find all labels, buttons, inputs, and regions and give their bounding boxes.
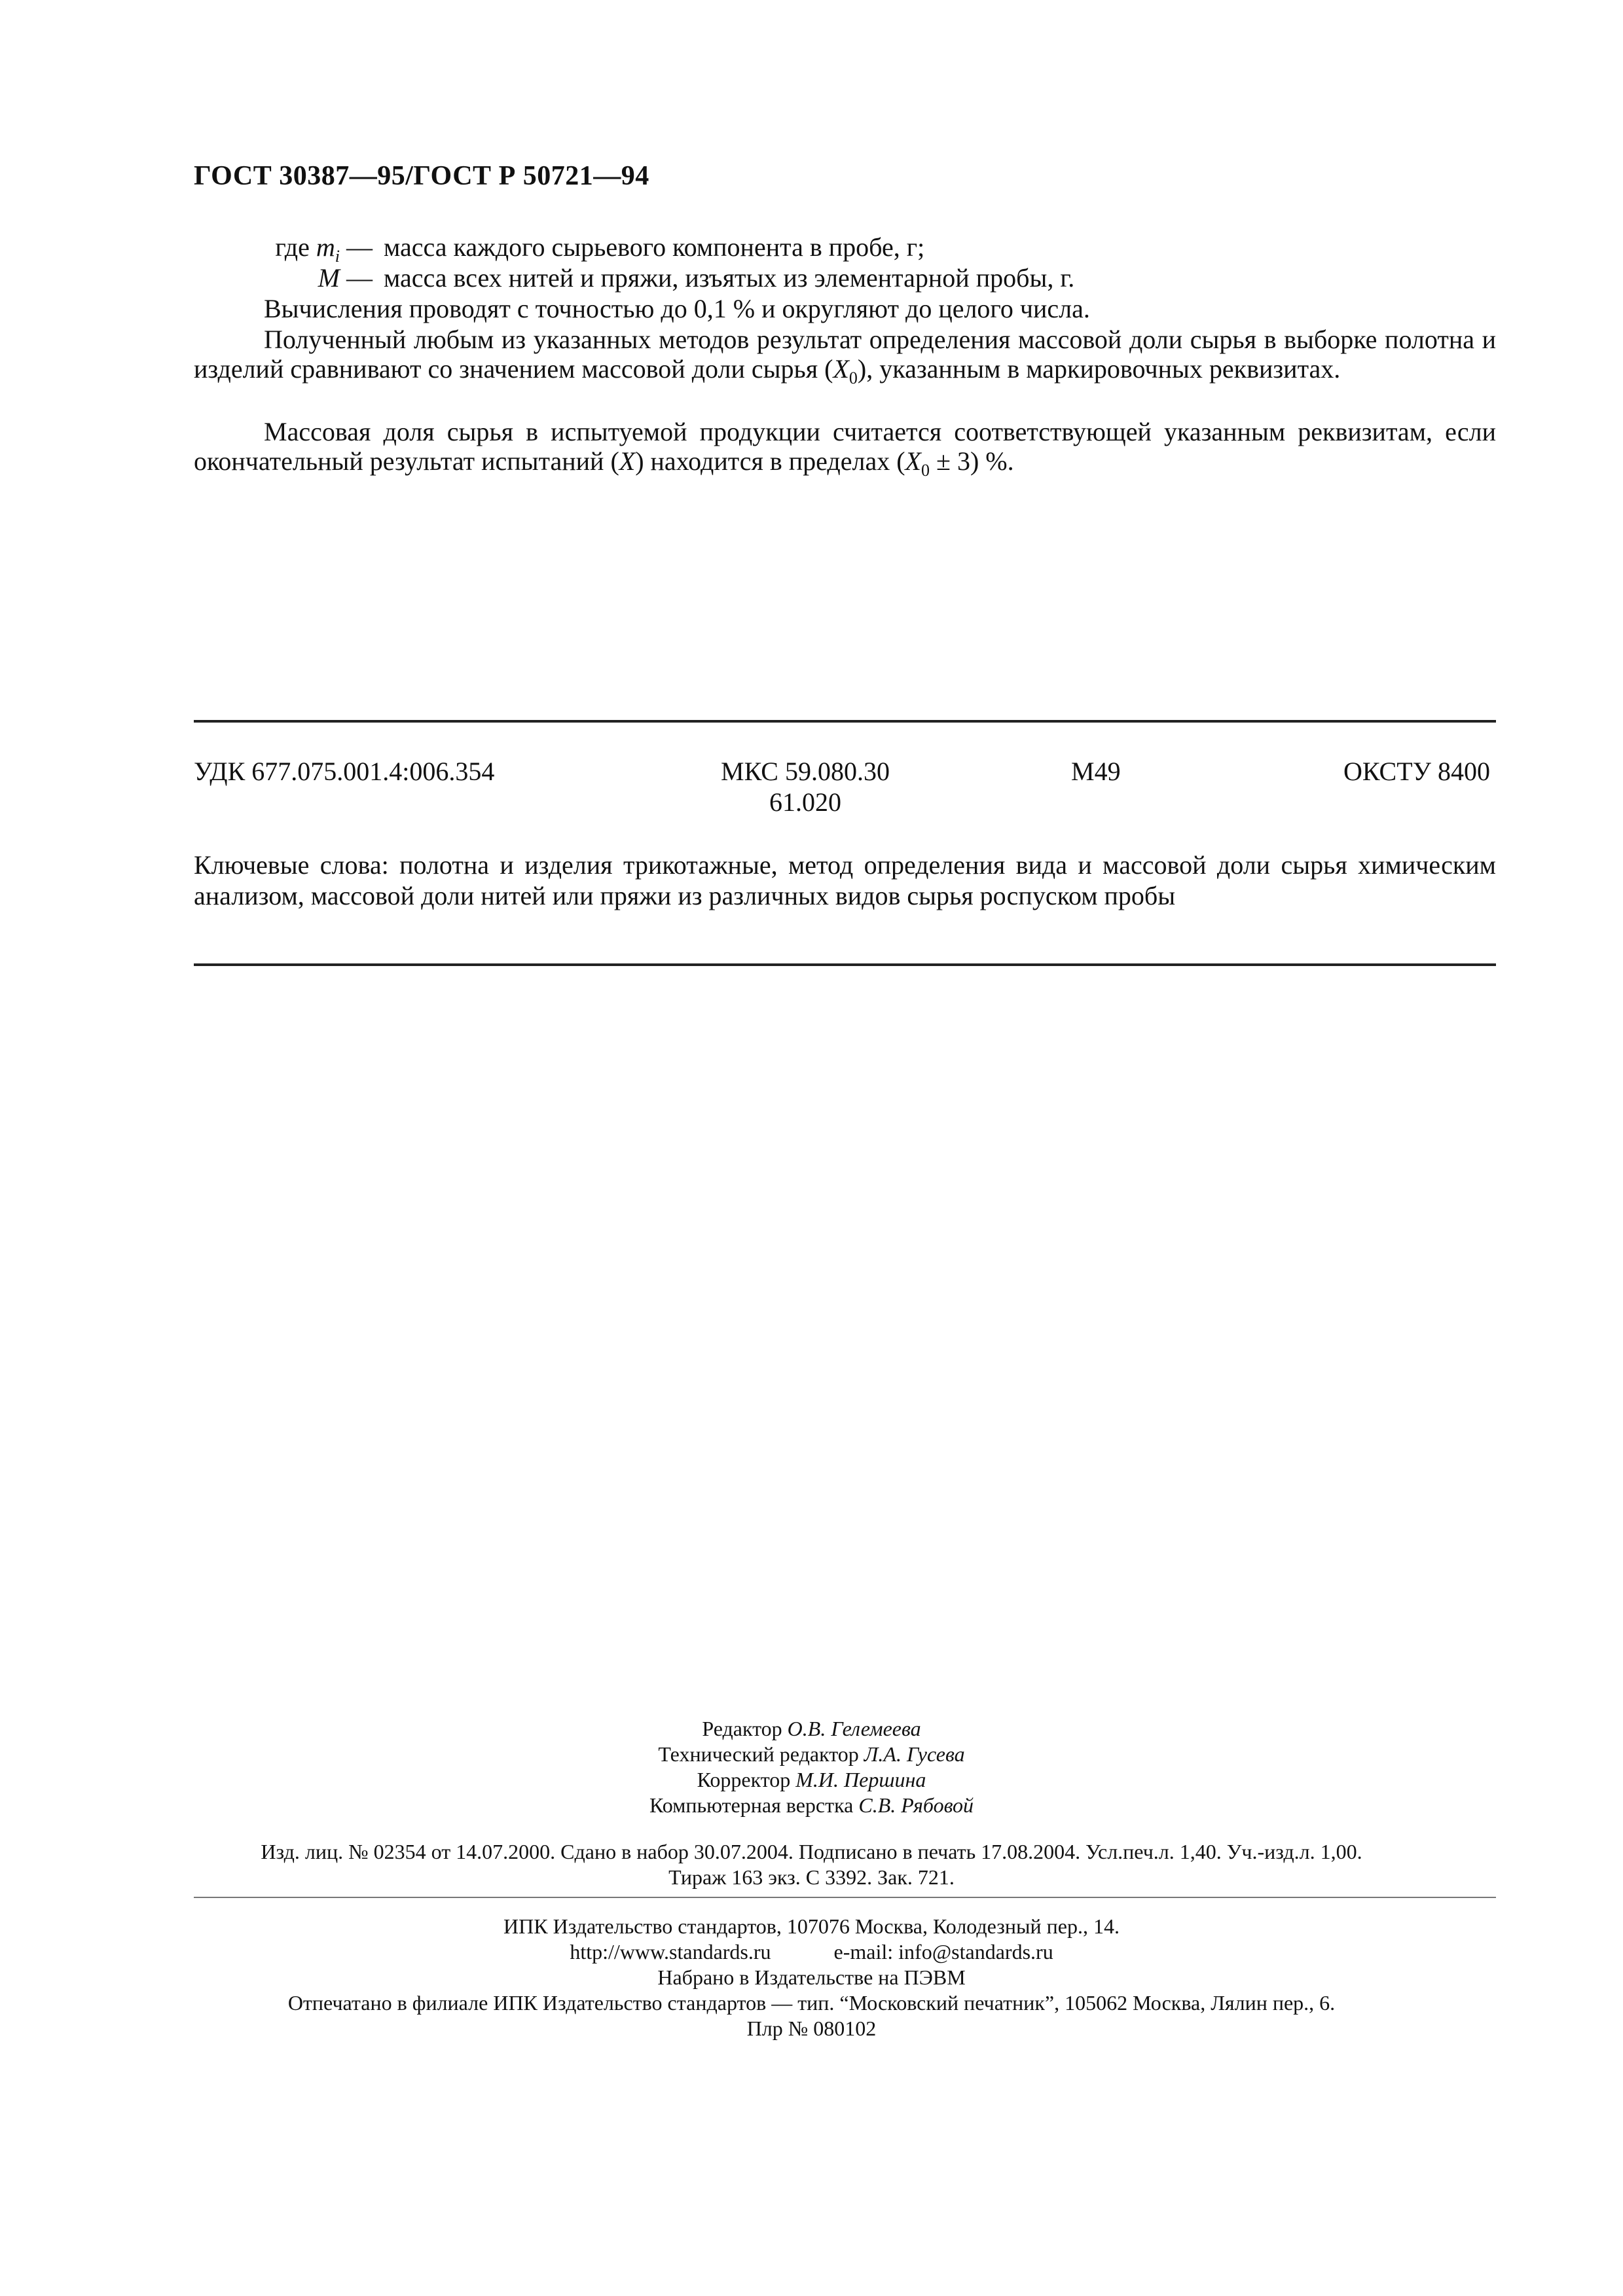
typeset-line: Набрано в Издательстве на ПЭВМ — [657, 1965, 966, 1989]
corrector-line: Корректор М.И. Першина — [697, 1768, 926, 1791]
bottom-rule — [194, 963, 1496, 966]
classifier-code: М49 — [1071, 757, 1121, 786]
paragraph-precision: Вычисления проводят с точностью до 0,1 % и округляют до целого числа. — [264, 294, 1090, 323]
definition-text: масса каждого сырьевого компонента в пробе, г; — [384, 232, 925, 262]
web-line: http://www.standards.ru e-mail: info@standards.ru — [570, 1940, 1053, 1964]
layout-line: Компьютерная верстка С.В. Рябовой — [649, 1793, 974, 1817]
top-rule — [194, 720, 1496, 723]
editor-line: Редактор О.В. Гелемеева — [702, 1717, 921, 1740]
definition-row-mi — [232, 232, 1476, 264]
keywords: Ключевые слова: полотна и изделия трикотажные, метод определения вида и массовой доли сырья химическим анализом, массовой доли нитей или пряжи из различных видов сырья роспуском пробы — [194, 850, 1496, 910]
paragraph-conformity: Массовая доля сырья в испытуемой продукции считается соответствующей указанным реквизитам, если окончательный результат испытаний (X) находится в пределах $(X_0 \pm 3)$ %. — [194, 417, 1496, 480]
definition-text: масса всех нитей и пряжи, изъятых из элементарной пробы, г. — [384, 263, 1075, 293]
paragraph-comparison: Полученный любым из указанных методов результат определения массовой доли сырья в выборке полотна и изделий сравнивают со значением массовой доли сырья $(X_0)$, указанным в маркировочных реквизитах. — [194, 325, 1496, 387]
definition-row-m — [232, 263, 1476, 295]
plr-line: Плр № 080102 — [746, 2017, 877, 2040]
udk-code: УДК 677.075.001.4:006.354 — [194, 757, 495, 786]
credits-rule — [194, 1897, 1496, 1898]
printed-line: Отпечатано в филиале ИПК Издательство стандартов — тип. “Московский печатник”, 105062 Москва, Лялин пер., 6. — [287, 1991, 1336, 2015]
okstu-code: ОКСТУ 8400 — [1343, 757, 1490, 786]
publisher-line: ИПК Издательство стандартов, 107076 Москва, Колодезный пер., 14. — [503, 1914, 1120, 1938]
document-header: ГОСТ 30387—95/ГОСТ Р 50721—94 — [194, 161, 649, 191]
mks-code-1: МКС 59.080.30 — [721, 757, 890, 786]
definition-symbol: M — — [318, 263, 373, 293]
definition-symbol: где $m_i$ — — [275, 232, 373, 266]
mks-code-2: 61.020 — [769, 787, 841, 817]
mks-codes — [707, 756, 903, 817]
publication-line-1: Изд. лиц. № 02354 от 14.07.2000. Сдано в набор 30.07.2004. Подписано в печать 17.08.2004. Усл.печ.л. 1,40. Уч.-изд.л. 1,00. — [261, 1840, 1362, 1863]
publication-line-2: Тираж 163 экз. С 3392. Зак. 721. — [668, 1865, 955, 1889]
tech-editor-line: Технический редактор Л.А. Гусева — [658, 1742, 965, 1766]
